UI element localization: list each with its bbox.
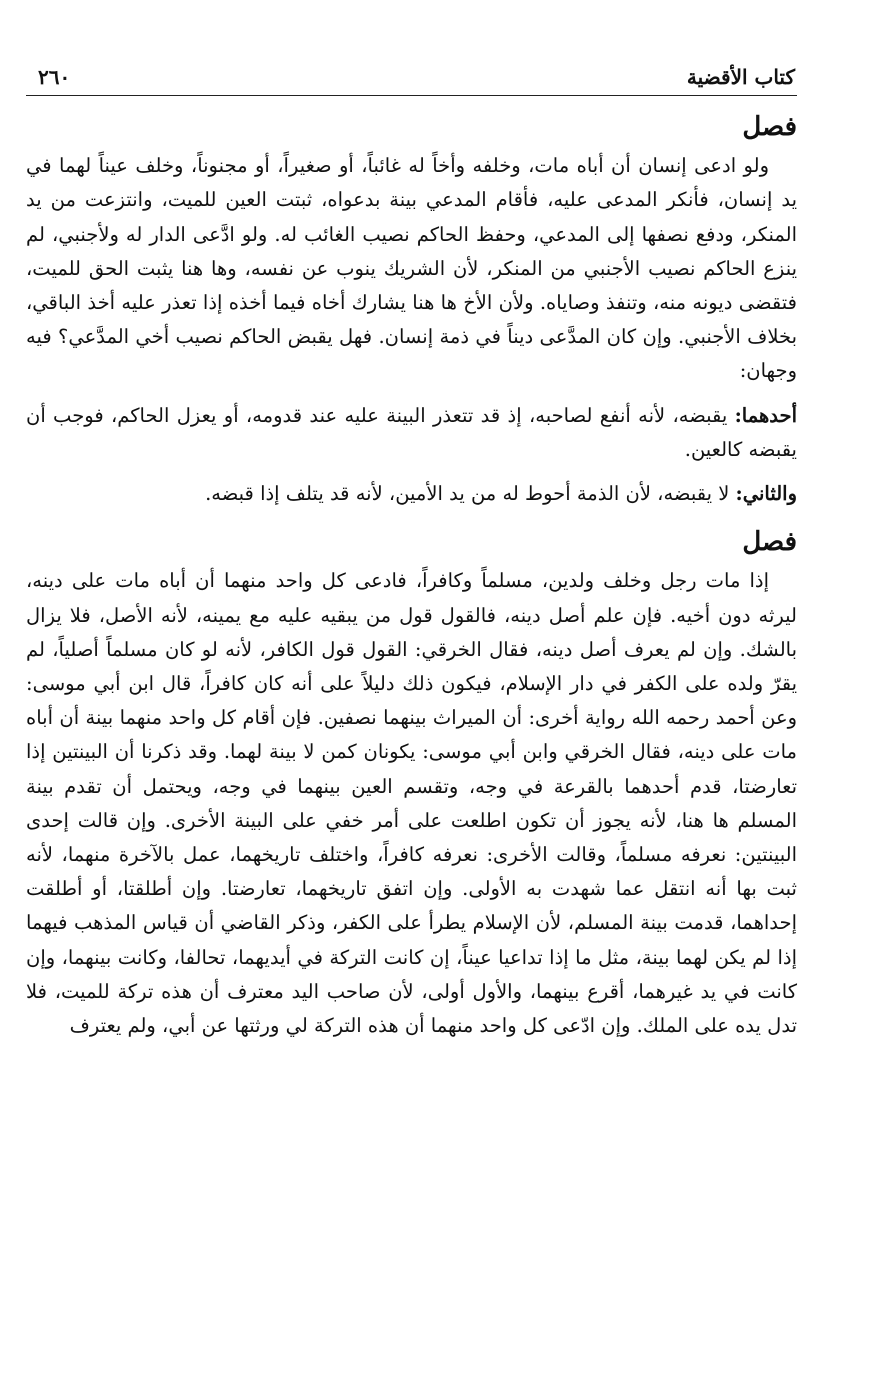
page-number: ٢٦٠ xyxy=(38,65,71,89)
opinion-second xyxy=(26,477,797,511)
section-2-paragraph: إذا مات رجل وخلف ولدين، مسلماً وكافراً، فادعى كل واحد منهما أن أباه مات على دينه، ليرثه دون أخيه. فإن علم أصل دينه، فالقول قول من يبقيه عليه مع يمينه، لأنه الأصل، فلا يزال بالشك. وإن لم يعرف أصل دينه، فقال الخرقي: القول قول الكافر، لأنه لو كان مسلماً أصلياً، لم يقرّ ولده على الكفر في دار الإسلام، فيكون ذلك دليلاً على أنه كان كافراً، قال ابن أبي موسى: وعن أحمد رحمه الله رواية أخرى: أن الميراث بينهما نصفين. فإن أقام كل واحد منهما بينة أن أباه مات على دينه، فقال الخرقي وابن أبي موسى: يكونان كمن لا بينة لهما. وقد ذكرنا أن البينتين إذا تعارضتا، قدم أحدهما بالقرعة في وجه، وتقسم العين بينهما في وجه، ويحتمل أن تقدم بينة المسلم ها هنا، لأنه يجوز أن تكون اطلعت على أمر خفي على البينة الأخرى. وإن قالت إحدى البينتين: نعرفه مسلماً، وقالت الأخرى: نعرفه كافراً، واختلف تاريخهما، عمل بالآخرة منهما، لأنه ثبت بها أنه انتقل عما شهدت به الأولى. وإن اتفق تاريخهما، تعارضتا. وإن أطلقتا، أو أطلقت إحداهما، قدمت بينة المسلم، لأن الإسلام يطرأ على الكفر، وذكر القاضي أن قياس المذهب فيهما إذا لم يكن لهما بينة، مثل ما إذا تداعيا عيناً، إن كانت التركة في أيديهما، تحالفا، وكانت بينهما، وإن كانت في يد غيرهما، أقرع بينهما، والأول أولى، لأن صاحب اليد معترف أن هذه تركة للميت، فلا تدل يده على الملك. وإن ادّعى كل واحد منهما أن هذه التركة لي ورثتها عن أبي، ولم يعترف xyxy=(26,569,797,1038)
section-1-paragraph: ولو ادعى إنسان أن أباه مات، وخلفه وأخاً له غائباً، أو صغيراً، أو مجنوناً، وخلف عيناً لهما في يد إنسان، فأنكر المدعى عليه، فأقام المدعي بينة بدعواه، ثبتت العين للميت، وانتزعت من يد المنكر، ودفع نصفها إلى المدعي، وحفظ الحاكم نصيب الغائب له. ولو ادَّعى الدار له ولأجنبي، لم ينزع الحاكم نصيب الأجنبي من المنكر، لأن الشريك ينوب عن نفسه، وها هنا يثبت الحق للميت، فتقضى ديونه منه، وتنفذ وصاياه. ولأن الأخ ها هنا يشارك أخاه فيما أخذه إذا تعذر عليه أخذ الباقي، بخلاف الأجنبي. وإن كان المدَّعى ديناً في ذمة إنسان. فهل يقبض الحاكم نصيب أخي المدَّعي؟ فيه وجهان: xyxy=(26,154,797,383)
opinion-first-text: يقبضه، لأنه أنفع لصاحبه، إذ قد تتعذر البينة عليه عند قدومه، أو يعزل الحاكم، فوجب أن يقبضه كالعين. xyxy=(26,403,797,461)
opinion-second-text: لا يقبضه، لأن الذمة أحوط له من يد الأمين، لأنه قد يتلف إذا قبضه. xyxy=(205,482,736,506)
section-heading-2: فصل xyxy=(742,527,797,558)
page-header xyxy=(26,56,797,96)
section-heading-1: فصل xyxy=(742,112,797,142)
page xyxy=(26,56,797,1335)
running-title: كتاب الأقضية xyxy=(686,65,795,89)
opinion-first xyxy=(26,399,797,467)
opinion-second-label: والثاني: xyxy=(735,482,797,506)
opinion-first-label: أحدهما: xyxy=(734,403,797,427)
